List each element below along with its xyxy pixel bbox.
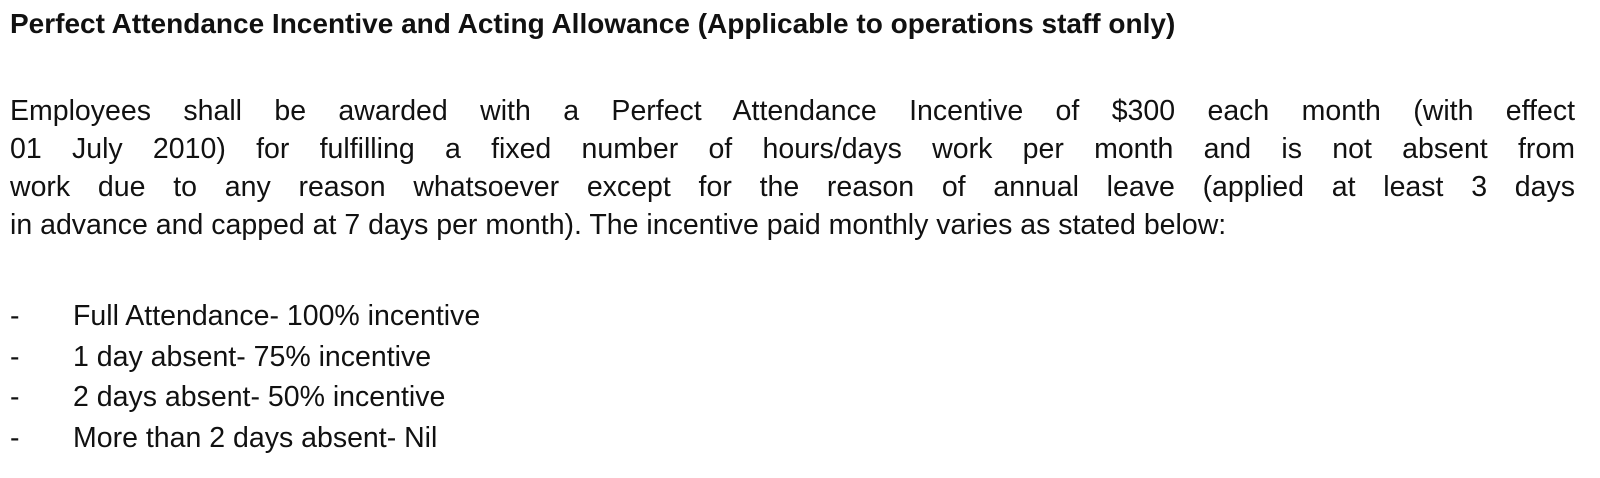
list-item-text: 2 days absent- 50% incentive (73, 381, 446, 413)
list-item-text: 1 day absent- 75% incentive (73, 340, 432, 373)
paragraph-line: 01 July 2010) for fulfilling a fixed number of hours/days work per month and is not absent from (10, 133, 1575, 165)
section-heading: Perfect Attendance Incentive and Acting Allowance (Applicable to operations staff only) (10, 8, 1176, 39)
list-dash: - (10, 421, 20, 454)
paragraph-line: Employees shall be awarded with a Perfect Attendance Incentive of $300 each month (with effect (10, 95, 1575, 127)
list-dash: - (10, 340, 20, 373)
paragraph-line: work due to any reason whatsoever except for the reason of annual leave (applied at least 3 days (10, 171, 1575, 203)
list-item-text: More than 2 days absent- Nil (73, 421, 438, 454)
list-dash: - (10, 300, 20, 332)
list-dash: - (10, 381, 20, 413)
list-item-text: Full Attendance- 100% incentive (73, 300, 481, 332)
document-page (10, 0, 1590, 478)
paragraph-line: in advance and capped at 7 days per month). The incentive paid monthly varies as stated below: (10, 209, 1227, 241)
body-paragraph (10, 92, 1575, 244)
